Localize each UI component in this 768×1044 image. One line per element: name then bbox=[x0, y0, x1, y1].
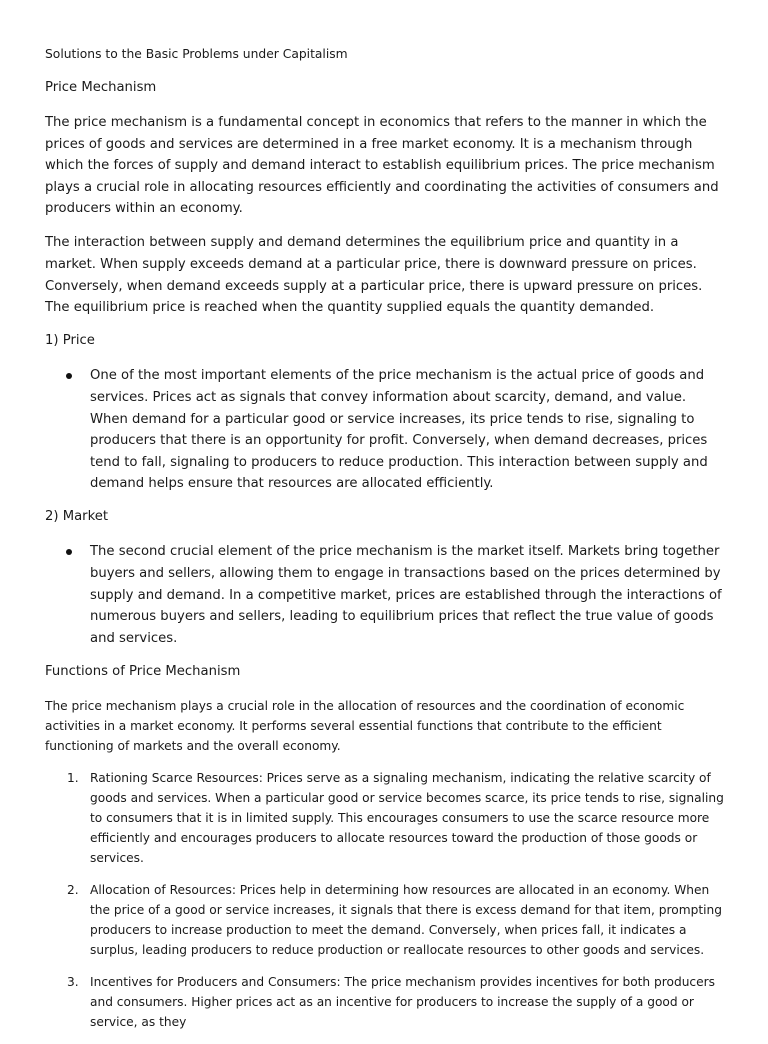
bullet-dot-icon bbox=[66, 549, 72, 555]
intro-paragraph-1: The price mechanism is a fundamental concept in economics that refers to the manner in which the prices of goods and services are determined in a free market economy. It is a mechanism through which the forces of supply and demand interact to establish equilibrium prices. The price mechanism plays a crucial role in allocating resources efficiently and coordinating the activities of consumers and producers within an economy. bbox=[45, 115, 719, 217]
bullet-text-price: One of the most important elements of the price mechanism is the actual price of goods and services. Prices act as signals that convey information about scarcity, demand, and value. When demand for a particular good or service increases, its price tends to rise, signaling to producers that there is an opportunity for profit. Conversely, when demand decreases, prices tend to fall, signaling to producers to reduce production. This interaction between supply and demand helps ensure that resources are allocated efficiently. bbox=[90, 368, 708, 492]
section-heading-functions: Functions of Price Mechanism bbox=[45, 663, 241, 679]
price-bullet-list bbox=[45, 365, 725, 495]
list-item bbox=[45, 541, 725, 649]
function-text-incentives: Incentives for Producers and Consumers: The price mechanism provides incentives for both producers and consumers. Higher prices act as an incentive for producers to increase the supply of a good or service, as they bbox=[90, 974, 715, 1029]
element-heading-market: 2) Market bbox=[45, 509, 109, 525]
list-item bbox=[45, 972, 725, 1032]
market-bullet-list bbox=[45, 541, 725, 649]
element-heading-price: 1) Price bbox=[45, 333, 95, 349]
list-number: 3. bbox=[67, 974, 79, 989]
list-item bbox=[45, 768, 725, 868]
function-text-allocation: Allocation of Resources: Prices help in determining how resources are allocated in an economy. When the price of a good or service increases, it signals that there is excess demand for that item, prompting producers to increase production to meet the demand. Conversely, when prices fall, it indicates a surplus, leading producers to reduce production or reallocate resources to other goods and services. bbox=[90, 882, 722, 957]
functions-numbered-list bbox=[45, 768, 725, 1032]
document-page bbox=[45, 44, 725, 1044]
list-number: 1. bbox=[67, 770, 79, 785]
functions-intro-paragraph: The price mechanism plays a crucial role in the allocation of resources and the coordination of economic activities in a market economy. It performs several essential functions that contribute to the efficient functioning of markets and the overall economy. bbox=[45, 698, 685, 753]
list-item bbox=[45, 365, 725, 495]
bullet-text-market: The second crucial element of the price mechanism is the market itself. Markets bring together buyers and sellers, allowing them to engage in transactions based on the prices determined by supply and demand. In a competitive market, prices are established through the interactions of numerous buyers and sellers, leading to equilibrium prices that reflect the true value of goods and services. bbox=[90, 544, 722, 646]
list-number: 2. bbox=[67, 882, 79, 897]
list-item bbox=[45, 880, 725, 960]
section-heading-price-mechanism: Price Mechanism bbox=[45, 80, 157, 95]
document-title: Solutions to the Basic Problems under Capitalism bbox=[45, 47, 348, 61]
intro-paragraph-2: The interaction between supply and demand determines the equilibrium price and quantity in a market. When supply exceeds demand at a particular price, there is downward pressure on prices. Conversely, when demand exceeds supply at a particular price, there is upward pressure on prices. The equilibrium price is reached when the quantity supplied equals the quantity demanded. bbox=[45, 235, 703, 316]
bullet-dot-icon bbox=[66, 373, 72, 379]
function-text-rationing: Rationing Scarce Resources: Prices serve as a signaling mechanism, indicating the relative scarcity of goods and services. When a particular good or service becomes scarce, its price tends to rise, signaling to consumers that it is in limited supply. This encourages consumers to use the scarce resource more efficiently and encourages producers to allocate resources toward the production of those goods or services. bbox=[90, 770, 724, 865]
